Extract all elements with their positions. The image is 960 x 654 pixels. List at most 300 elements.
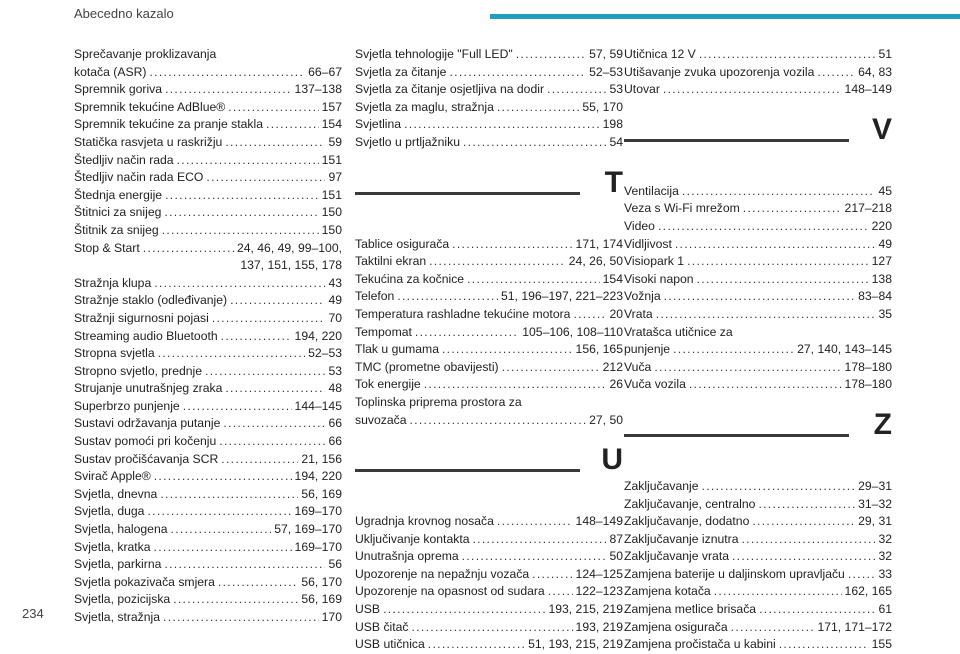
entry-label: Zaključavanje iznutra <box>624 531 739 546</box>
index-entry <box>74 46 342 81</box>
entry-pages: 24, 26, 50 <box>568 254 623 269</box>
index-entry <box>355 359 623 377</box>
index-entry <box>624 636 892 654</box>
entry-label: Zamjena pročistača u kabini <box>624 637 776 652</box>
entry-line <box>624 200 892 218</box>
dot-leader <box>702 478 856 496</box>
entry-line <box>355 583 623 601</box>
entry-label: Stop & Start <box>74 240 140 255</box>
entry-label: Svjetla, parkirna <box>74 557 162 572</box>
entry-pages: 105–106, 108–110 <box>522 324 623 339</box>
index-entry <box>624 253 892 271</box>
index-entry <box>624 531 892 549</box>
entry-line <box>74 169 342 187</box>
entry-pages: 122–123 <box>575 584 623 599</box>
index-entry <box>624 566 892 584</box>
entry-pages: 20 <box>609 306 623 321</box>
index-entry <box>624 359 892 377</box>
entry-pages: 194, 220 <box>294 328 342 343</box>
entry-pages: 57, 169–170 <box>274 522 342 537</box>
entry-label: Strujanje unutrašnjeg zraka <box>74 381 223 396</box>
entry-label: Svjetla, pozicijska <box>74 592 171 607</box>
entry-pages: 26 <box>609 377 623 392</box>
dot-leader <box>673 341 794 359</box>
dot-leader <box>165 81 291 99</box>
entry-pages: 66 <box>328 416 342 431</box>
index-entry <box>624 306 892 324</box>
entry-label: Svjetla, halogena <box>74 522 168 537</box>
entry-label: Stražnja klupa <box>74 275 152 290</box>
entry-label: Spremnik tekućine za pranje stakla <box>74 117 264 132</box>
entry-label: Sustavi održavanja putanje <box>74 416 221 431</box>
entry-label: Utičnica 12 V <box>624 47 696 61</box>
index-entry <box>74 116 342 134</box>
entry-line <box>624 548 892 566</box>
index-entry <box>355 341 623 359</box>
dot-leader <box>221 328 292 346</box>
entry-pages: 220 <box>871 218 892 233</box>
entry-line <box>624 183 892 201</box>
index-entry <box>355 376 623 394</box>
index-entry <box>74 345 342 363</box>
entry-line <box>74 574 342 592</box>
entry-line <box>74 398 342 416</box>
entry-pages: 32 <box>878 531 892 546</box>
dot-leader <box>682 183 876 201</box>
dot-leader <box>759 601 875 619</box>
entry-label: Sustav pročišćavanja SCR <box>74 451 219 466</box>
index-entry <box>355 324 623 342</box>
entry-label: Svjetla pokazivača smjera <box>74 574 215 589</box>
dot-leader <box>143 240 234 258</box>
entry-pages: 66–67 <box>308 64 342 79</box>
entry-line <box>355 636 623 654</box>
entry-line <box>355 359 623 377</box>
dot-leader <box>164 204 318 222</box>
dot-leader <box>743 200 842 218</box>
index-entry <box>624 200 892 218</box>
entry-pages: 51 <box>878 47 892 61</box>
entry-pages: 49 <box>878 236 892 251</box>
index-entry <box>624 218 892 236</box>
entry-line <box>355 619 623 637</box>
dot-leader <box>212 310 326 328</box>
entry-label: Zamjena kotača <box>624 584 711 599</box>
index-entry <box>74 187 342 205</box>
entry-pages: 157 <box>321 99 342 114</box>
entry-line <box>74 363 342 381</box>
dot-leader <box>732 548 875 566</box>
dot-leader <box>497 99 579 117</box>
dot-leader <box>412 619 573 637</box>
entry-label: Tempomat <box>355 324 412 339</box>
entry-label: Vrata <box>624 306 653 321</box>
entry-list <box>624 478 892 654</box>
dot-leader <box>225 380 325 398</box>
entry-pages: 148–149 <box>575 514 623 529</box>
dot-leader <box>230 292 325 310</box>
dot-leader <box>206 169 325 187</box>
index-entry <box>355 236 623 254</box>
entry-line <box>624 513 892 531</box>
entry-label: Stropna svjetla <box>74 346 155 361</box>
entry-label: Tok energije <box>355 377 421 392</box>
entry-pages: 154 <box>602 271 623 286</box>
index-column-1 <box>74 46 342 627</box>
entry-label: Vožnja <box>624 289 661 304</box>
dot-leader <box>741 531 875 549</box>
entry-label: Svjetlo u prtljažniku <box>355 134 460 149</box>
index-entry <box>355 548 623 566</box>
dot-leader <box>731 619 815 637</box>
entry-label: suvozača <box>355 412 407 427</box>
index-entry <box>624 513 892 531</box>
entry-pages: 171, 171–172 <box>817 619 892 634</box>
entry-label: Ugradnja krovnog nosača <box>355 514 494 529</box>
index-entry <box>74 310 342 328</box>
entry-label-start: Sprečavanje proklizavanja <box>74 47 217 61</box>
entry-line <box>355 513 623 531</box>
entry-line <box>74 451 342 469</box>
entry-line <box>74 591 342 609</box>
index-entry <box>624 324 892 359</box>
entry-line <box>624 359 892 377</box>
entry-pages: 150 <box>321 222 342 237</box>
section-letter: Z <box>873 407 892 441</box>
index-entry <box>74 591 342 609</box>
entry-label: Zaključavanje vrata <box>624 549 729 564</box>
entry-line <box>74 328 342 346</box>
entry-label: Tlak u gumama <box>355 342 439 357</box>
index-entry <box>355 619 623 637</box>
entry-pages: 49 <box>328 293 342 308</box>
index-column-3 <box>624 46 892 654</box>
dot-leader <box>472 531 606 549</box>
entry-pages: 52–53 <box>589 64 623 79</box>
index-entry <box>624 583 892 601</box>
index-entry <box>624 46 892 64</box>
entry-pages: 83–84 <box>858 289 892 304</box>
entry-pages: 217–218 <box>844 201 892 216</box>
entry-pages: 87 <box>609 531 623 546</box>
entry-label: Svjetla, duga <box>74 504 145 519</box>
index-entry <box>74 451 342 469</box>
dot-leader <box>428 636 525 654</box>
entry-line <box>355 531 623 549</box>
entry-label: Svjetla tehnologije "Full LED" <box>355 47 513 61</box>
entry-line <box>74 556 342 574</box>
dot-leader <box>415 324 519 342</box>
index-entry <box>74 398 342 416</box>
entry-line <box>624 566 892 584</box>
section-letter: V <box>871 112 892 146</box>
dot-leader <box>462 548 607 566</box>
dot-leader <box>758 496 855 514</box>
dot-leader <box>183 398 292 416</box>
entry-line <box>624 376 892 394</box>
entry-label: Utišavanje zvuka upozorenja vozila <box>624 64 815 79</box>
entry-label-start: Vratašca utičnice za <box>624 324 733 339</box>
index-entry <box>624 81 892 99</box>
entry-line <box>74 310 342 328</box>
entry-list <box>624 46 892 99</box>
index-entry <box>355 134 623 152</box>
entry-line <box>624 271 892 289</box>
section-rule <box>624 139 849 142</box>
entry-label: Video <box>624 218 655 233</box>
entry-line <box>74 468 342 486</box>
entry-label: Statička rasvjeta u raskrižju <box>74 134 223 149</box>
dot-leader <box>656 306 876 324</box>
dot-leader <box>714 583 842 601</box>
entry-pages: 31–32 <box>858 496 892 511</box>
entry-line <box>74 81 342 99</box>
dot-leader <box>410 412 587 430</box>
entry-pages: 52–53 <box>308 346 342 361</box>
index-entry <box>355 64 623 82</box>
index-entry <box>355 46 623 64</box>
entry-line <box>74 204 342 222</box>
entry-pages: 51, 196–197, 221–223 <box>501 289 623 304</box>
index-entry <box>74 556 342 574</box>
entry-line <box>74 433 342 451</box>
entry-label: Svjetla, kratka <box>74 539 151 554</box>
dot-leader <box>404 116 600 134</box>
entry-line <box>355 601 623 619</box>
dot-leader <box>516 46 586 64</box>
entry-line <box>624 601 892 619</box>
entry-line <box>355 64 623 82</box>
entry-line <box>355 376 623 394</box>
entry-line <box>355 341 623 359</box>
entry-label: punjenje <box>624 342 671 357</box>
dot-leader <box>752 513 855 531</box>
dot-leader <box>221 451 298 469</box>
index-entry <box>355 394 623 429</box>
entry-line <box>74 187 342 205</box>
entry-pages: 33 <box>878 566 892 581</box>
entry-label: Upozorenje na nepažnju vozača <box>355 566 530 581</box>
entry-line <box>624 253 892 271</box>
dot-leader <box>164 556 325 574</box>
entry-line <box>624 306 892 324</box>
index-entry <box>624 496 892 514</box>
dot-leader <box>223 415 325 433</box>
entry-pages: 56, 170 <box>301 574 342 589</box>
entry-pages: 124–125 <box>575 566 623 581</box>
entry-label: Zaključavanje, dodatno <box>624 514 750 529</box>
entry-label: Štitnik za snijeg <box>74 222 159 237</box>
entry-pages: 55, 170 <box>582 99 623 114</box>
entry-pages: 178–180 <box>844 359 892 374</box>
dot-leader <box>147 503 291 521</box>
entry-label: USB <box>355 602 381 617</box>
dot-leader <box>218 574 298 592</box>
entry-line <box>624 496 892 514</box>
entry-line <box>624 288 892 306</box>
dot-leader <box>689 376 842 394</box>
entry-list <box>355 236 623 430</box>
entry-line <box>74 240 342 258</box>
dot-leader <box>163 609 319 627</box>
entry-line <box>74 292 342 310</box>
dot-leader <box>424 376 607 394</box>
entry-pages: 35 <box>878 306 892 321</box>
dot-leader <box>173 591 298 609</box>
entry-pages: 193, 219 <box>575 619 623 634</box>
index-entry <box>74 222 342 240</box>
entry-pages: 64, 83 <box>858 64 892 79</box>
entry-pages: 169–170 <box>294 504 342 519</box>
entry-line <box>74 609 342 627</box>
index-entry <box>74 292 342 310</box>
dot-leader <box>165 187 319 205</box>
entry-label: Svirač Apple® <box>74 469 151 484</box>
entry-label: Upozorenje na opasnost od sudara <box>355 584 545 599</box>
dot-leader <box>573 306 606 324</box>
entry-line <box>355 236 623 254</box>
entry-label: Svjetla za čitanje <box>355 64 447 79</box>
index-entry <box>355 116 623 134</box>
index-entry <box>74 99 342 117</box>
entry-label: Uključivanje kontakta <box>355 531 470 546</box>
entry-list <box>355 46 623 152</box>
entry-label: Svjetla, dnevna <box>74 486 158 501</box>
entry-pages: 156, 165 <box>575 342 623 357</box>
entry-pages: 212 <box>602 359 623 374</box>
index-entry <box>74 363 342 381</box>
dot-leader <box>149 64 305 82</box>
entry-line <box>74 99 342 117</box>
dot-leader <box>158 345 305 363</box>
dot-leader <box>497 513 573 531</box>
index-entry <box>74 415 342 433</box>
entry-line <box>74 345 342 363</box>
entry-label: Zaključavanje, centralno <box>624 496 756 511</box>
index-entry <box>624 183 892 201</box>
index-entry <box>74 503 342 521</box>
entry-pages: 53 <box>328 363 342 378</box>
dot-leader <box>663 81 842 99</box>
dot-leader <box>442 341 573 359</box>
header-accent-bar <box>490 14 960 19</box>
entry-pages: 66 <box>328 434 342 449</box>
entry-pages-continued: 137, 151, 155, 178 <box>240 258 342 273</box>
entry-pages: 45 <box>878 183 892 198</box>
entry-pages: 32 <box>878 549 892 564</box>
dot-leader <box>225 134 325 152</box>
entry-label: Tekućina za kočnice <box>355 271 465 286</box>
index-entry <box>355 81 623 99</box>
entry-pages: 193, 215, 219 <box>548 602 623 617</box>
index-entry <box>74 240 342 275</box>
index-entry <box>624 271 892 289</box>
entry-pages: 194, 220 <box>294 469 342 484</box>
entry-line <box>74 275 342 293</box>
entry-label: Telefon <box>355 289 395 304</box>
entry-label: Zamjena baterije u daljinskom upravljaču <box>624 566 845 581</box>
entry-pages: 70 <box>328 310 342 325</box>
entry-label: Štednja energije <box>74 187 163 202</box>
section-header-v <box>624 112 892 179</box>
index-entry <box>74 328 342 346</box>
entry-line <box>624 478 892 496</box>
entry-label: Vidljivost <box>624 236 672 251</box>
entry-label: Utovar <box>624 82 660 97</box>
entry-label: Štedljiv način rada ECO <box>74 170 204 185</box>
index-entry <box>74 152 342 170</box>
entry-line <box>624 236 892 254</box>
dot-leader <box>664 288 856 306</box>
section-letter: U <box>601 443 623 477</box>
index-entry <box>355 513 623 531</box>
entry-line <box>624 531 892 549</box>
entry-line <box>355 324 623 342</box>
entry-label: Sustav pomoći pri kočenju <box>74 434 217 449</box>
entry-label: Zamjena osigurača <box>624 619 728 634</box>
entry-pages: 48 <box>328 381 342 396</box>
entry-label: kotača (ASR) <box>74 64 147 79</box>
index-column-2 <box>355 46 623 654</box>
entry-pages: 61 <box>878 602 892 617</box>
entry-pages: 24, 46, 49, 99–100, <box>236 240 342 255</box>
entry-pages: 51, 193, 215, 219 <box>528 637 623 652</box>
section-header-z <box>624 407 892 474</box>
index-entry <box>355 288 623 306</box>
index-entry <box>355 601 623 619</box>
dot-leader <box>205 363 325 381</box>
dot-leader <box>383 601 545 619</box>
index-entry <box>355 99 623 117</box>
entry-label: Visiopark 1 <box>624 254 685 269</box>
entry-line <box>355 412 623 430</box>
dot-leader <box>449 64 586 82</box>
entry-label: Temperatura rashladne tekućine motora <box>355 306 571 321</box>
entry-label: Svjetla, stražnja <box>74 610 161 624</box>
entry-line <box>624 619 892 637</box>
entry-line <box>74 380 342 398</box>
entry-pages: 97 <box>328 170 342 185</box>
entry-line <box>74 539 342 557</box>
entry-pages: 29–31 <box>858 478 892 493</box>
index-entry <box>74 134 342 152</box>
entry-line <box>74 521 342 539</box>
entry-pages: 148–149 <box>844 82 892 97</box>
dot-leader <box>154 539 292 557</box>
entry-label: Ventilacija <box>624 183 679 198</box>
entry-pages: 151 <box>321 152 342 167</box>
entry-pages: 59 <box>328 134 342 149</box>
entry-pages: 144–145 <box>294 398 342 413</box>
entry-line <box>74 64 342 82</box>
index-entry <box>74 609 342 627</box>
index-entry <box>355 583 623 601</box>
index-entry <box>624 236 892 254</box>
page-number: 234 <box>22 606 44 621</box>
entry-line <box>74 486 342 504</box>
entry-pages: 50 <box>609 549 623 564</box>
entry-label: Štitnici za snijeg <box>74 205 162 220</box>
entry-line <box>74 222 342 240</box>
dot-leader <box>228 99 318 117</box>
entry-line <box>355 99 623 117</box>
dot-leader <box>154 275 325 293</box>
entry-label: Svjetlina <box>355 117 402 132</box>
dot-leader <box>779 636 869 654</box>
entry-line <box>624 636 892 654</box>
entry-pages: 155 <box>871 637 892 652</box>
entry-label: USB utičnica <box>355 637 425 652</box>
